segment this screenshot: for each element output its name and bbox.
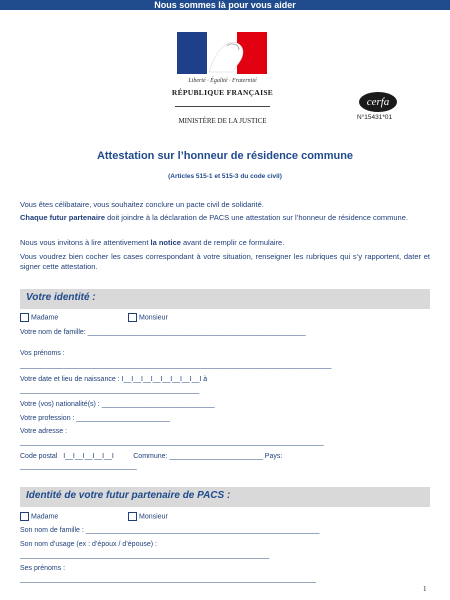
- cerfa-number: N°15431*01: [357, 114, 393, 121]
- partner-monsieur-label: Monsieur: [139, 513, 168, 521]
- profession-field[interactable]: Votre profession : ________________________: [20, 415, 170, 422]
- partner-monsieur-option[interactable]: [128, 512, 168, 521]
- intro-p2-rest: doit joindre à la déclaration de PACS une attestation sur l’honneur de résidence commune.: [105, 213, 408, 222]
- cerfa-logo: cerfa: [359, 92, 397, 112]
- partner-nom-usage-field[interactable]: ________________________________________________________________: [20, 552, 270, 559]
- naissance-field[interactable]: Votre date et lieu de naissance : I__I__I__I__I__I__I__I__I à: [20, 376, 208, 383]
- banner-text: Nous sommes là pour vous aider: [154, 0, 296, 10]
- intro-paragraph-1: Vous êtes célibataire, vous souhaitez conclure un pacte civil de solidarité.: [20, 200, 264, 209]
- ministry-label: MINISTÈRE DE LA JUSTICE: [178, 117, 267, 125]
- marianne-flag-icon: [177, 32, 267, 74]
- logo-divider: [175, 106, 270, 107]
- page-number: 1: [423, 585, 427, 593]
- section-identity-header: [20, 289, 430, 309]
- adresse-field[interactable]: ______________________________________________________________________________: [20, 439, 324, 446]
- section-partner-header: [20, 487, 430, 507]
- madame-option[interactable]: [20, 313, 58, 322]
- document-title: Attestation sur l’honneur de résidence commune: [96, 150, 354, 162]
- partner-nom-usage-label: Son nom d’usage (ex : d’époux / d’épouse) :: [20, 541, 157, 548]
- intro-paragraph-3: [20, 238, 430, 248]
- partner-prenoms-label: Ses prénoms :: [20, 565, 66, 572]
- intro-p3-start: Nous vous invitons à lire attentivement: [20, 238, 151, 247]
- nom-famille-field[interactable]: Votre nom de famille: ________________________________________________________: [20, 329, 306, 336]
- nationalite-field[interactable]: Votre (vos) nationalité(s) : _____________________________: [20, 401, 215, 408]
- monsieur-label: Monsieur: [139, 314, 168, 322]
- monsieur-checkbox[interactable]: [128, 313, 137, 322]
- adresse-label: Votre adresse :: [20, 428, 68, 435]
- naissance-lieu-field[interactable]: ______________________________________________: [20, 387, 200, 394]
- motto: Liberté · Égalité · Fraternité: [188, 78, 257, 84]
- partner-prenoms-field[interactable]: ____________________________________________________________________________: [20, 576, 316, 583]
- section-partner-title: Identité de votre futur partenaire de PACS :: [26, 490, 231, 501]
- partner-nom-famille-field[interactable]: Son nom de famille : ____________________________________________________________: [20, 527, 320, 534]
- document-subtitle: (Articles 515-1 et 515-3 du code civil): [168, 173, 282, 180]
- intro-p2-bold: Chaque futur partenaire: [20, 213, 106, 222]
- monsieur-option[interactable]: [128, 313, 168, 322]
- madame-checkbox[interactable]: [20, 313, 29, 322]
- intro-paragraph-4: Vous voudrez bien cocher les cases correspondant à votre situation, renseigner les rubriques qui s’y rapportent, dater et signer cette attestation.: [20, 252, 430, 271]
- partner-madame-option[interactable]: [20, 512, 58, 521]
- pays-field[interactable]: ______________________________: [20, 463, 137, 470]
- intro-p3-end: avant de remplir ce formulaire.: [180, 238, 285, 247]
- prenoms-label: Vos prénoms :: [20, 350, 65, 357]
- partner-madame-label: Madame: [31, 513, 59, 521]
- ministry-logo: [165, 18, 285, 128]
- prenoms-field[interactable]: ________________________________________________________________________________: [20, 362, 332, 369]
- section-identity-title: Votre identité :: [26, 292, 96, 303]
- intro-paragraph-2: [20, 213, 430, 223]
- notice-link-text: la notice: [150, 238, 181, 247]
- partner-madame-checkbox[interactable]: [20, 512, 29, 521]
- code-postal-field[interactable]: Code postal I__I__I__I__I__I Commune: ________________________ Pays:: [20, 453, 283, 460]
- madame-label: Madame: [31, 314, 59, 322]
- partner-monsieur-checkbox[interactable]: [128, 512, 137, 521]
- republic-label: RÉPUBLIQUE FRANÇAISE: [171, 88, 274, 97]
